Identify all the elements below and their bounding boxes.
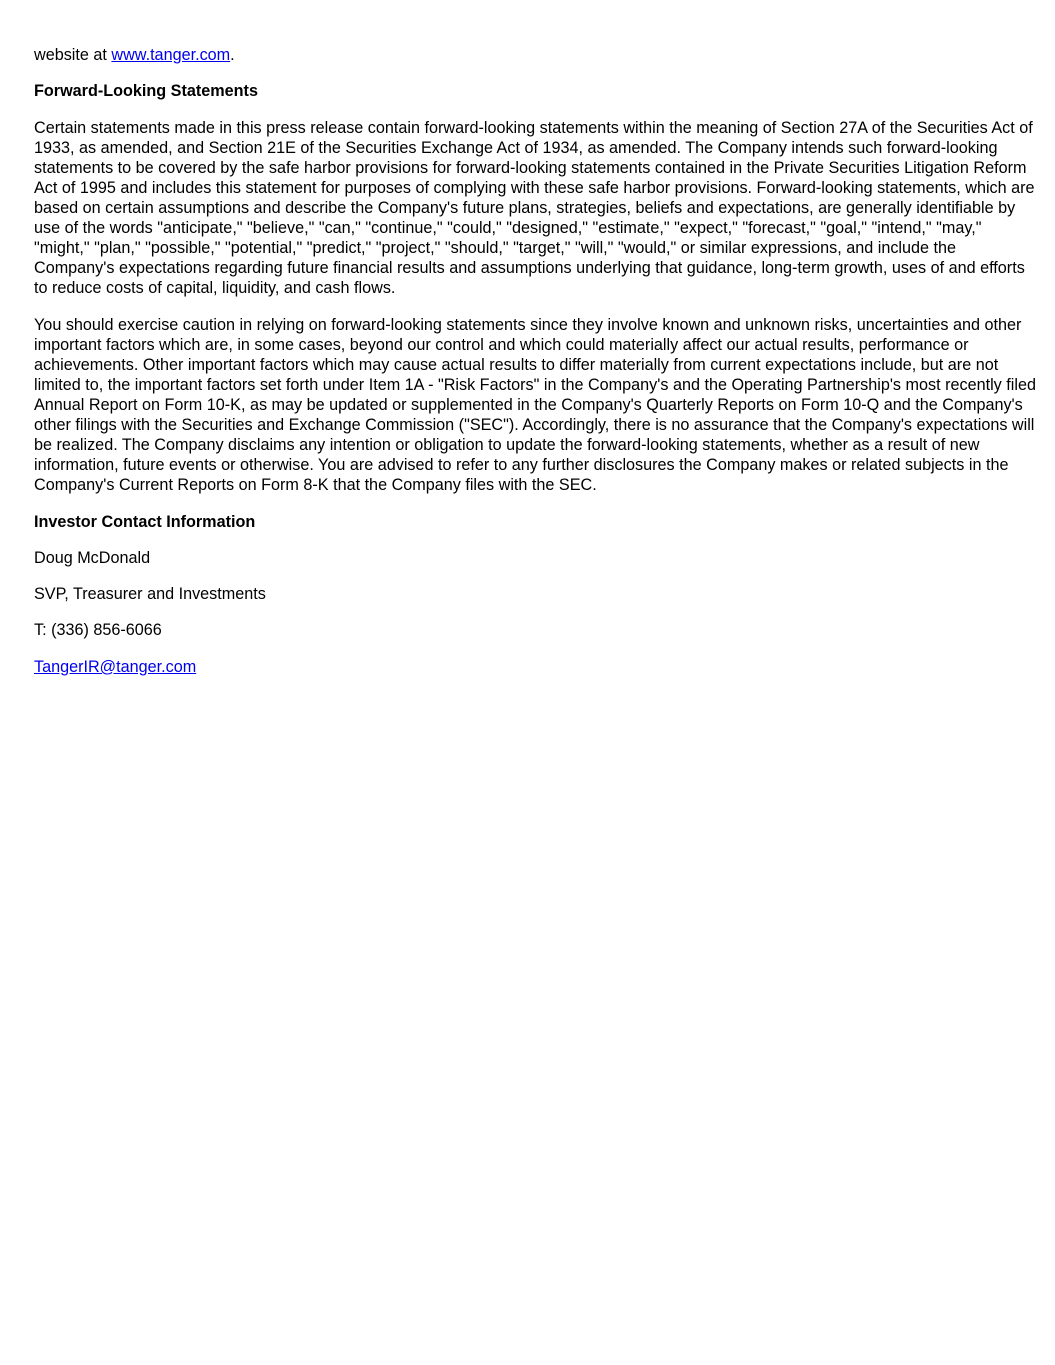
website-line	[34, 45, 1036, 65]
contact-email-line	[34, 657, 1036, 677]
forward-looking-paragraph-1: Certain statements made in this press release contain forward-looking statements within the meaning of Section 27A of the Securities Act of 1933, as amended, and Section 21E of the Securities Exchange Act of 1934, as amended. The Company intends such forward-looking statements to be covered by the safe harbor provisions for forward-looking statements contained in the Private Securities Litigation Reform Act of 1995 and includes this statement for purposes of complying with these safe harbor provisions. Forward-looking statements, which are based on certain assumptions and describe the Company's future plans, strategies, beliefs and expectations, are generally identifiable by use of the words "anticipate," "believe," "can," "continue," "could," "designed," "estimate," "expect," "forecast," "goal," "intend," "may," "might," "plan," "possible," "potential," "predict," "project," "should," "target," "will," "would," or similar expressions, and include the Company's expectations regarding future financial results and assumptions underlying that guidance, long-term growth, uses of and efforts to reduce costs of capital, liquidity, and cash flows.	[34, 118, 1035, 298]
contact-email-link[interactable]: TangerIR@tanger.com	[34, 657, 197, 676]
contact-name: Doug McDonald	[34, 548, 151, 567]
document-page	[34, 45, 1036, 693]
forward-looking-heading: Forward-Looking Statements	[34, 82, 258, 101]
contact-phone: T: (336) 856-6066	[34, 621, 162, 640]
website-prefix: website at	[34, 46, 112, 64]
website-suffix: .	[230, 46, 235, 64]
website-link[interactable]: www.tanger.com	[111, 46, 231, 64]
investor-contact-heading: Investor Contact Information	[34, 512, 256, 531]
forward-looking-paragraph-2: You should exercise caution in relying on forward-looking statements since they involve known and unknown risks, uncertainties and other important factors which are, in some cases, beyond our control and which could materially affect our actual results, performance or achievements. Other important factors which may cause actual results to differ materially from current expectations include, but are not limited to, the important factors set forth under Item 1A - "Risk Factors" in the Company's and the Operating Partnership's most recently filed Annual Report on Form 10-K, as may be updated or supplemented in the Company's Quarterly Reports on Form 10-Q and the Company's other filings with the Securities and Exchange Commission ("SEC"). Accordingly, there is no assurance that the Company's expectations will be realized. The Company disclaims any intention or obligation to update the forward-looking statements, whether as a result of new information, future events or otherwise. You are advised to refer to any further disclosures the Company makes or related subjects in the Company's Current Reports on Form 8-K that the Company files with the SEC.	[34, 315, 1036, 495]
contact-title: SVP, Treasurer and Investments	[34, 585, 266, 604]
